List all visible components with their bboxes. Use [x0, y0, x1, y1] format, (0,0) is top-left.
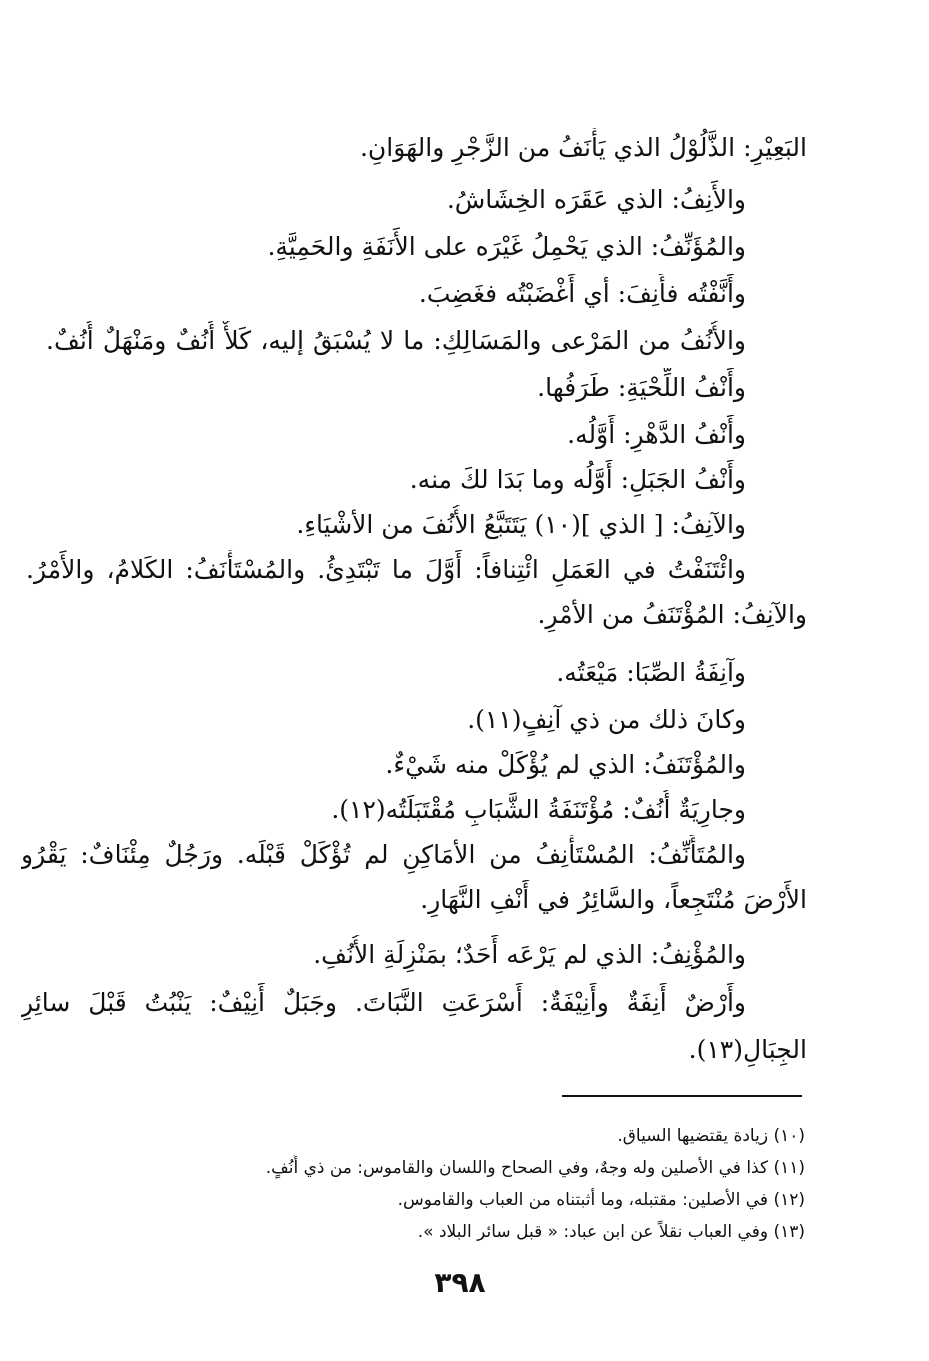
text-line: والمُؤَنِّفُ: الذي يَحْمِلُ غَيْرَه على الأَنَفَةِ والحَمِيَّةِ.: [267, 232, 746, 261]
footnote: (١٢) في الأصلين: مقتبله، وما أثبتناه من العباب والقاموس.: [397, 1190, 805, 1210]
text-line: والآنِفُ: المُؤْتَنَفُ من الأمْرِ.: [537, 600, 807, 629]
text-line: وكانَ ذلك من ذي آنِفٍ(١١).: [467, 705, 746, 734]
footnote-separator: [562, 1095, 802, 1097]
text-line: وأَنْفُ الدَّهْرِ: أَوَّلُه.: [567, 420, 746, 449]
text-line: وأَرْضٌ أَنِفَةٌ وأَنِيْفَةٌ: أَسْرَعَتِ النَّبَاتَ. وجَبَلٌ أَنِيْفٌ: يَنْبُتُ قَبْلَ سائِرِ: [21, 988, 746, 1017]
text-line: وأَنْفُ الجَبَلِ: أَوَّلُه وما بَدَا لكَ منه.: [409, 465, 746, 494]
text-line: الجِبَالِ(١٣).: [688, 1035, 807, 1064]
text-line: والمُتَأَنِّفُ: المُسْتَأْنِفُ من الأمَاكِنِ لم تُؤْكَلْ قَبْلَه. ورَجُلٌ مِئْنَافٌ: يَقْرُو: [21, 840, 746, 869]
text-line: والأُنُفُ من المَرْعى والمَسَالِكِ: ما لا يُسْبَقُ إليه، كَلأٌ أُنُفٌ ومَنْهَلٌ أُنُفٌ.: [46, 326, 746, 355]
text-line: والمُؤْتَنَفُ: الذي لم يُؤْكَلْ منه شَيْءٌ.: [385, 750, 746, 779]
text-line: الأَرْضَ مُنْتَجِعاً، والسَّائِرُ في أَنْفِ النَّهَارِ.: [420, 885, 807, 914]
text-line: البَعِيْرِ: الذَّلُوْلُ الذي يَأْنَفُ من الزَّجْرِ والهَوَانِ.: [359, 133, 807, 162]
footnote: (١٠) زيادة يقتضيها السياق.: [617, 1126, 805, 1146]
page-number: ٣٩٨: [434, 1266, 486, 1299]
text-line: وأَنْفُ اللِّحْيَةِ: طَرَفُها.: [537, 373, 746, 402]
footnote: (١١) كذا في الأصلين وله وجهٌ، وفي الصحاح واللسان والقاموس: من ذي أُنُفٍ.: [265, 1158, 805, 1178]
text-line: والأَنِفُ: الذي عَقَرَه الخِشَاشُ.: [446, 185, 746, 214]
text-line: والمُؤْنِفُ: الذي لم يَرْعَه أَحَدٌ؛ بمَنْزِلَةِ الأُنُفِ.: [313, 940, 746, 969]
text-line: وأَنَّفْتُه فأَنِفَ: أي أَغْضَبْتُه فغَضِبَ.: [418, 279, 746, 308]
text-line: وائْتَنَفْتُ في العَمَلِ ائْتِنافاً: أَوَّلَ ما تَبْتَدِئُ. والمُسْتَأْنَفُ: الكَلامُ، والأَمْرُ.: [26, 555, 746, 584]
footnote: (١٣) وفي العباب نقلاً عن ابن عباد: « قبل سائر البلاد ».: [417, 1222, 805, 1242]
text-line: وجارِيَةٌ أُنُفٌ: مُؤْتَنَفَةُ الشَّبَابِ مُقْتَبَلَتُه(١٢).: [331, 795, 746, 824]
text-line: وآنِفَةُ الصِّبَا: مَيْعَتُه.: [556, 658, 746, 687]
text-line: والآنِفُ: [ الذي ](١٠) يَتَتَبَّعُ الأُنُفَ من الأشْيَاءِ.: [296, 510, 746, 539]
